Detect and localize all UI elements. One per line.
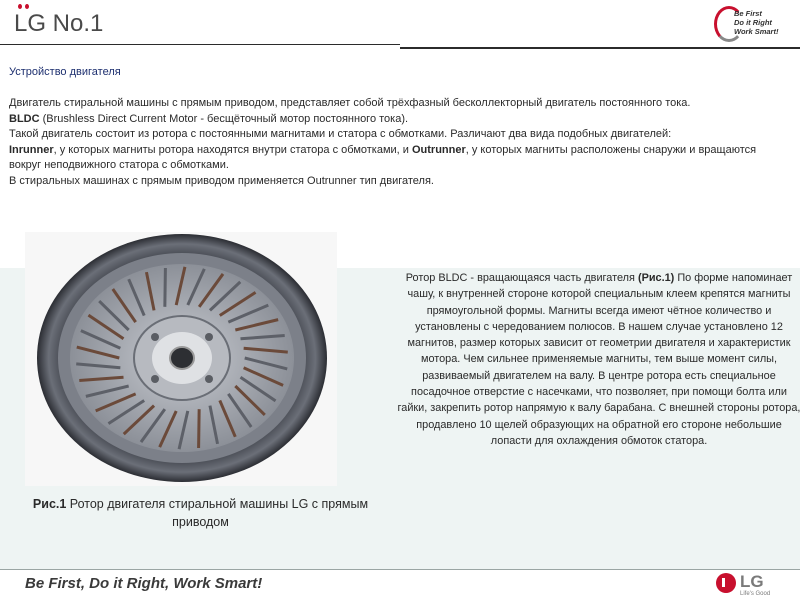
intro-paragraph — [9, 143, 779, 174]
rotor-vent-slot — [165, 268, 166, 307]
intro-paragraph — [9, 112, 779, 128]
figure-caption-text: Ротор двигателя стиральной машины LG с прямым приводом — [66, 497, 369, 529]
header-divider-right — [400, 47, 800, 49]
lg-logo — [716, 572, 796, 600]
brand-title — [14, 10, 103, 38]
header-divider-left — [0, 44, 400, 45]
figure-caption — [18, 495, 383, 531]
section-title: Устройство двигателя — [9, 66, 121, 78]
slogan-badge — [712, 4, 792, 44]
bldc-term: BLDC — [9, 112, 40, 125]
brand-text: LG No.1 — [14, 10, 104, 37]
figure-label: Рис.1 — [32, 497, 67, 511]
rotor-bolt — [205, 375, 213, 383]
figure-reference: (Рис.1) — [637, 272, 675, 284]
badge-line: Work Smart! — [734, 27, 779, 36]
intro-text — [9, 96, 779, 190]
rotor-bolt — [151, 375, 159, 383]
description-lead: Ротор BLDC - вращающаяся часть двигателя — [405, 272, 638, 284]
inrunner-definition: , у которых магниты ротора находятся внутри статора с обмотками, и — [53, 143, 412, 156]
rotor-vent-slot — [199, 409, 200, 448]
footer-divider — [0, 569, 800, 570]
lg-wordmark: LG — [740, 572, 764, 591]
brand-dots-icon — [16, 4, 32, 10]
rotor-center-hole — [170, 347, 194, 369]
intro-paragraph: Двигатель стиральной машины с прямым приводом, представляет собой трёхфазный бесколлекторный двигатель постоянного тока. — [9, 97, 691, 109]
rotor-description — [396, 270, 800, 449]
header-bar — [0, 0, 800, 52]
lg-face-icon — [716, 573, 736, 593]
intro-paragraph: В стиральных машинах с прямым приводом применяется Outrunner тип двигателя. — [9, 174, 434, 187]
rotor-bolt — [151, 333, 159, 341]
rotor-illustration — [25, 232, 337, 486]
badge-text — [734, 9, 778, 36]
outrunner-term: Outrunner — [411, 143, 466, 156]
badge-line: Be First — [734, 9, 762, 18]
badge-line: Do it Right — [734, 18, 772, 27]
description-body: По форме напоминает чашу, к внутренней стороне которой специальным клеем крепятся магниты прямоугольной формы. Магниты всегда имеют чётное количество и установлены с чередованием полюсов. В нашем случае установлено 12 магнитов, размер которых зависит от геометрии двигателя и характеристик мотора. Чем сильнее применяемые магниты, тем выше момент силы, развиваемый двигателем на валу. В центре ротора есть специальное посадочное отверстие с насечками, что позволяет, при помощи болта или гайки, закрепить ротор напрямую к валу барабана. С внешней стороны ротора, продавлено 10 щелей образующих на обратной его стороне небольшие лопасти для охлаждения обмоток статора. — [397, 272, 800, 447]
lg-tagline: Life's Good — [740, 591, 771, 597]
rotor-photo — [25, 232, 337, 486]
rotor-bolt — [205, 333, 213, 341]
inrunner-term: Inrunner — [9, 143, 54, 156]
footer-slogan: Be First, Do it Right, Work Smart! — [25, 575, 263, 592]
intro-paragraph: Такой двигатель состоит из ротора с постоянными магнитами и статора с обмотками. Различают два вида подобных двигателей: — [9, 128, 672, 141]
bldc-definition: (Brushless Direct Current Motor - бесщёточный мотор постоянного тока). — [39, 112, 409, 125]
outrunner-definition: , у которых магниты расположены снаружи и вращаются вокруг неподвижного статора с обмотками. — [9, 143, 757, 172]
